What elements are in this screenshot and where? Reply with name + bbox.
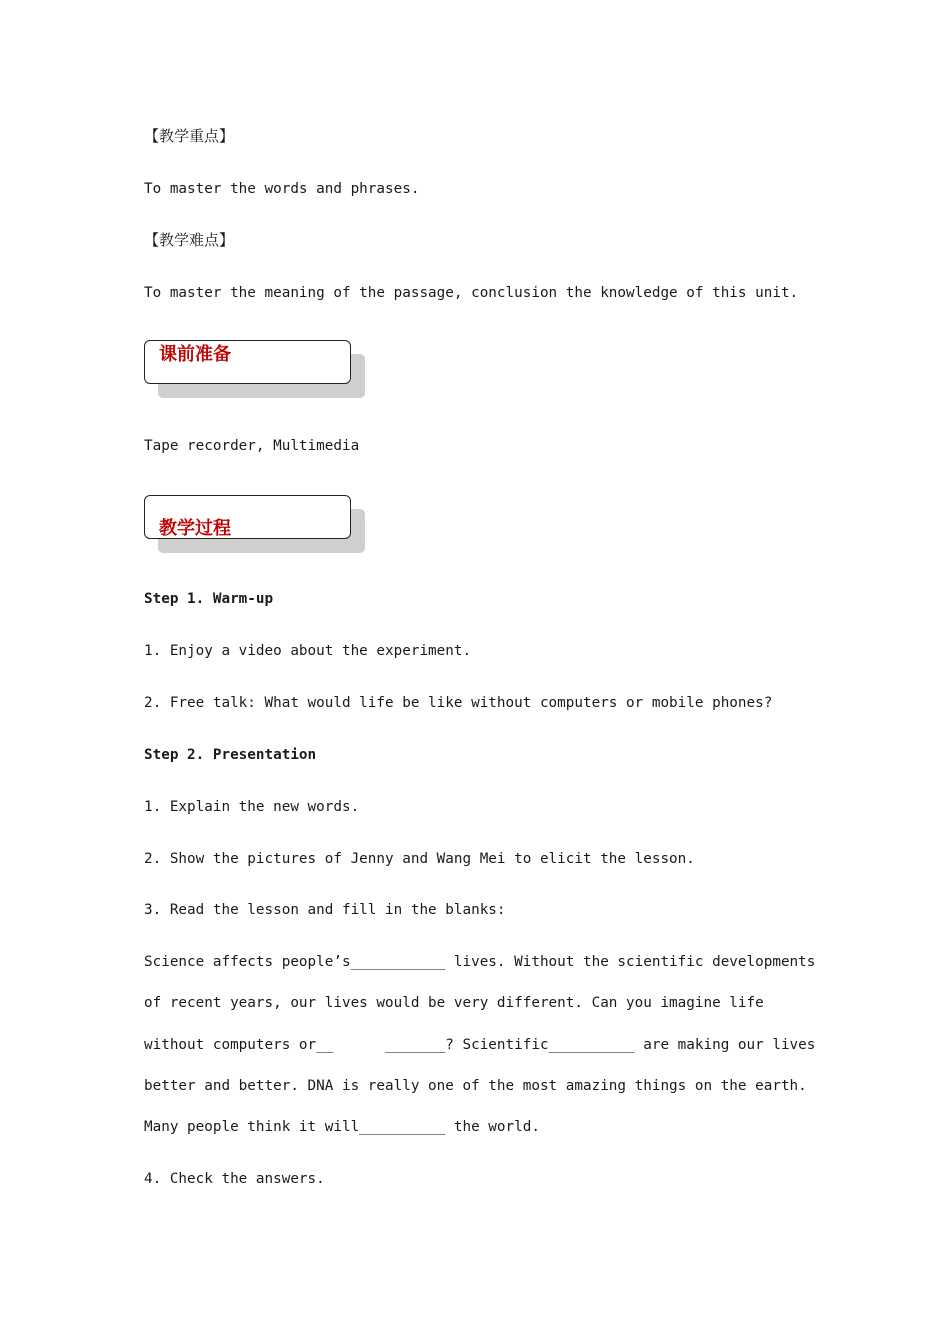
passage-line-4: better and better. DNA is really one of the most amazing things on the earth. [144,1078,807,1094]
preparation-text: Tape recorder, Multimedia [144,438,360,454]
process-title: 教学过程 [159,518,231,539]
step2-item-4: 4. Check the answers. [144,1171,325,1187]
step2-item-1: 1. Explain the new words. [144,799,360,815]
passage-line-1: Science affects people’s___________ lives. Without the scientific developments [144,954,816,970]
passage-line-5: Many people think it will__________ the world. [144,1119,540,1135]
step2-item-3: 3. Read the lesson and fill in the blanks: [144,902,506,918]
process-section-box [144,495,366,555]
passage-line-2: of recent years, our lives would be very different. Can you imagine life [144,995,764,1011]
step2-item-2: 2. Show the pictures of Jenny and Wang Mei to elicit the lesson. [144,851,695,867]
difficult-points-heading: 【教学难点】 [144,231,235,249]
step1-item-1: 1. Enjoy a video about the experiment. [144,643,472,659]
key-points-text: To master the words and phrases. [144,181,420,197]
preparation-title: 课前准备 [159,344,231,365]
step2-title: Step 2. Presentation [144,747,317,763]
preparation-section-box [144,340,366,400]
step1-item-2: 2. Free talk: What would life be like without computers or mobile phones? [144,695,773,711]
difficult-points-text: To master the meaning of the passage, conclusion the knowledge of this unit. [144,285,799,301]
key-points-heading: 【教学重点】 [144,127,235,145]
step1-title: Step 1. Warm-up [144,591,274,607]
passage-line-3: without computers or__ _______? Scientific__________ are making our lives [144,1037,816,1053]
